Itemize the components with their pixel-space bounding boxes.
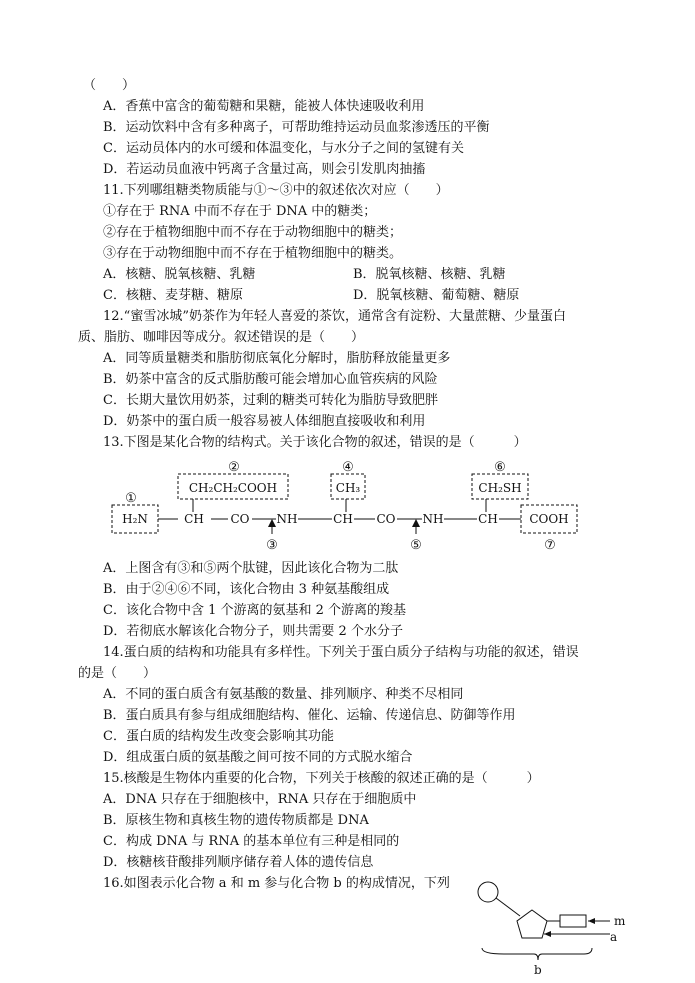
imino-1: NH bbox=[276, 512, 298, 526]
option-d: D．若运动员血液中钙离子含量过高，则会引发肌肉抽搐 bbox=[103, 162, 426, 177]
amino-group: H₂N bbox=[122, 512, 148, 526]
label-m: m bbox=[614, 914, 626, 928]
option-b: B．原核生物和真核生物的遗传物质都是 DNA bbox=[103, 813, 369, 828]
option-d: D．若彻底水解该化合物分子，则共需要 2 个水分子 bbox=[103, 624, 403, 639]
alpha-carbon-3: CH bbox=[478, 512, 498, 526]
label-a: a bbox=[610, 930, 618, 944]
carbonyl-2: CO bbox=[376, 512, 396, 526]
nucleotide-figure bbox=[474, 878, 624, 978]
r-group-2: CH₂CH₂COOH bbox=[188, 481, 278, 495]
alpha-carbon-2: CH bbox=[333, 512, 353, 526]
pentose-pentagon bbox=[517, 910, 547, 938]
question-stem-cont: 的是（ ） bbox=[78, 666, 157, 681]
question-stem: 12.“蜜雪冰城”奶茶作为年轻人喜爱的茶饮，通常含有淀粉、大量蔗糖、少量蛋白 bbox=[103, 309, 566, 324]
option-c: C．蛋白质的结构发生改变会影响其功能 bbox=[103, 729, 334, 744]
label-b: b bbox=[534, 963, 542, 977]
label-4: ④ bbox=[342, 460, 354, 475]
option-d: D．脱氧核糖、葡萄糖、糖原 bbox=[353, 288, 520, 303]
label-3: ③ bbox=[266, 538, 278, 553]
label-5: ⑤ bbox=[410, 538, 422, 553]
option-c: C．核糖、麦芽糖、糖原 bbox=[103, 288, 243, 303]
label-6: ⑥ bbox=[494, 460, 506, 475]
label-1: ① bbox=[125, 491, 137, 506]
option-a: A．同等质量糖类和脂肪彻底氧化分解时，脂肪释放能量更多 bbox=[103, 351, 451, 366]
option-c: C．长期大量饮用奶茶，过剩的糖类可转化为脂肪导致肥胖 bbox=[103, 393, 438, 408]
carboxyl-group: COOH bbox=[529, 512, 569, 526]
statement-2: ②存在于植物细胞中而不存在于动物细胞中的糖类； bbox=[103, 225, 403, 240]
statement-3: ③存在于动物细胞中而不存在于植物细胞中的糖类。 bbox=[103, 246, 403, 261]
option-d: D．组成蛋白质的氨基酸之间可按不同的方式脱水缩合 bbox=[103, 750, 413, 765]
option-b: B．由于②④⑥不同，该化合物由 3 种氨基酸组成 bbox=[103, 582, 390, 597]
option-a: A．上图含有③和⑤两个肽键，因此该化合物为二肽 bbox=[103, 561, 399, 576]
option-b: B．奶茶中富含的反式脂肪酸可能会增加心血管疾病的风险 bbox=[103, 372, 438, 387]
carbonyl-1: CO bbox=[230, 512, 250, 526]
tripeptide-structure-diagram bbox=[100, 457, 590, 557]
r-group-4: CH₃ bbox=[335, 481, 361, 495]
question-stem: 13.下图是某化合物的结构式。关于该化合物的叙述，错误的是（ ） bbox=[103, 435, 527, 450]
option-c: C．该化合物中含 1 个游离的氨基和 2 个游离的羧基 bbox=[103, 603, 407, 618]
alpha-carbon-1: CH bbox=[184, 512, 204, 526]
option-d: D．核糖核苷酸排列顺序储存着人体的遗传信息 bbox=[103, 855, 374, 870]
option-b: B．蛋白质具有参与组成细胞结构、催化、运输、传递信息、防御等作用 bbox=[103, 708, 516, 723]
option-a: A．核糖、脱氧核糖、乳糖 bbox=[103, 267, 256, 282]
option-a: A．DNA 只存在于细胞核中，RNA 只存在于细胞质中 bbox=[103, 792, 417, 807]
label-7: ⑦ bbox=[544, 538, 556, 553]
question-stem: 11.下列哪组糖类物质能与①～③中的叙述依次对应（ ） bbox=[103, 183, 449, 198]
question-stem: 15.核酸是生物体内重要的化合物，下列关于核酸的叙述正确的是（ ） bbox=[103, 771, 540, 786]
option-a: A．不同的蛋白质含有氨基酸的数量、排列顺序、种类不尽相同 bbox=[103, 687, 464, 702]
answer-bracket: （ ） bbox=[83, 78, 136, 93]
label-2: ② bbox=[228, 460, 240, 475]
imino-2: NH bbox=[422, 512, 444, 526]
option-b: B．运动饮料中含有多种离子，可帮助维持运动员血浆渗透压的平衡 bbox=[103, 120, 490, 135]
option-c: C．构成 DNA 与 RNA 的基本单位有三种是相同的 bbox=[103, 834, 400, 849]
question-stem: 16.如图表示化合物 a 和 m 参与化合物 b 的构成情况，下列 bbox=[103, 876, 450, 891]
base-rectangle bbox=[560, 915, 586, 927]
r-group-6: CH₂SH bbox=[478, 481, 522, 495]
statement-1: ①存在于 RNA 中而不存在于 DNA 中的糖类； bbox=[103, 204, 377, 219]
option-c: C．运动员体内的水可缓和体温变化，与水分子之间的氢键有关 bbox=[103, 141, 464, 156]
question-stem-cont: 质、脂肪、咖啡因等成分。叙述错误的是（ ） bbox=[78, 330, 365, 345]
option-a: A．香蕉中富含的葡萄糖和果糖，能被人体快速吸收利用 bbox=[103, 99, 425, 114]
option-d: D．奶茶中的蛋白质一般容易被人体细胞直接吸收和利用 bbox=[103, 414, 426, 429]
option-b: B．脱氧核糖、核糖、乳糖 bbox=[353, 267, 506, 282]
phosphate-circle bbox=[478, 882, 498, 902]
question-stem: 14.蛋白质的结构和功能具有多样性。下列关于蛋白质分子结构与功能的叙述，错误 bbox=[103, 645, 579, 660]
